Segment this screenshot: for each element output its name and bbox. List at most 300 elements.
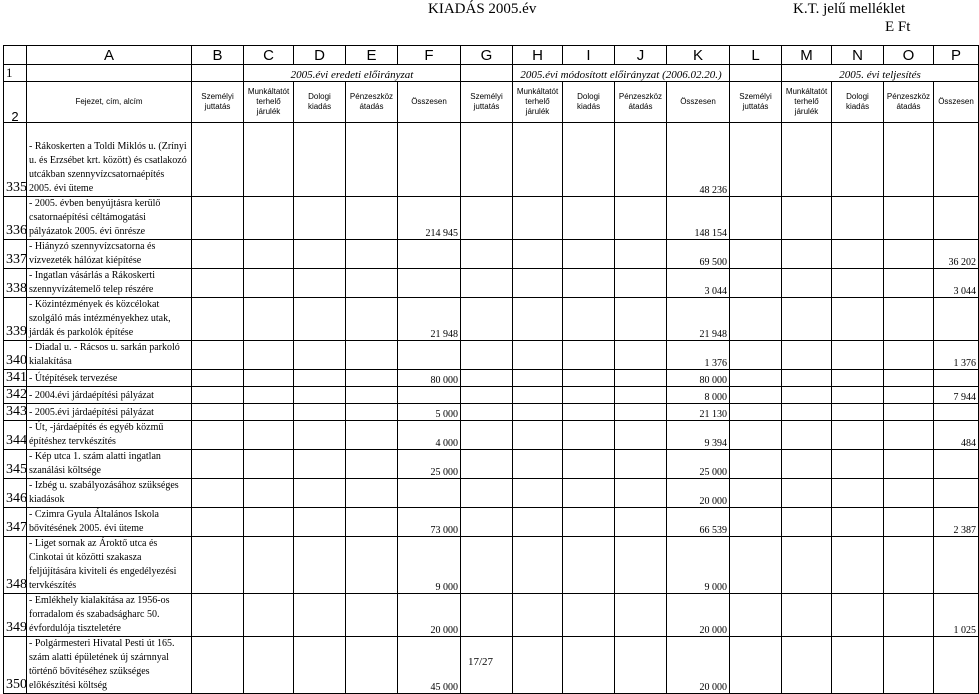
actual-total-cell (934, 479, 979, 508)
original-total-cell: 5 000 (398, 404, 461, 421)
actual-total-cell (934, 298, 979, 341)
empty-cell (884, 404, 934, 421)
empty-cell (782, 341, 832, 370)
empty-cell (346, 341, 398, 370)
row-number: 335 (4, 123, 27, 197)
empty-cell (884, 387, 934, 404)
empty-cell (346, 450, 398, 479)
row-number: 341 (4, 370, 27, 387)
modified-total-cell: 66 539 (667, 508, 730, 537)
empty-cell (192, 240, 244, 269)
row-description: - Izbég u. szabályozásához szükséges kiadások (27, 479, 192, 508)
table-row (4, 298, 979, 341)
row-description: - Liget sornak az Ároktő utca és Cinkotai út közötti szakasza feljújítására kiviteli és engedélyezési tervkészítés (27, 537, 192, 594)
original-total-cell: 4 000 (398, 421, 461, 450)
empty-cell (513, 479, 563, 508)
empty-cell (884, 197, 934, 240)
table-row (4, 123, 979, 197)
empty-cell (244, 269, 294, 298)
empty-cell (192, 404, 244, 421)
column-letter: E (346, 46, 398, 65)
header-cell: Munkáltatót terhelő járulék (513, 82, 563, 123)
empty-cell (615, 240, 667, 269)
original-total-cell: 25 000 (398, 450, 461, 479)
empty-cell (192, 537, 244, 594)
empty-cell (244, 197, 294, 240)
original-total-cell: 20 000 (398, 594, 461, 637)
empty-cell (294, 298, 346, 341)
empty-cell (294, 537, 346, 594)
empty-cell (832, 240, 884, 269)
row-description: - Emlékhely kialakítása az 1956-os forradalom és szabadságharc 50. évfordulója tiszteletére (27, 594, 192, 637)
original-total-cell (398, 269, 461, 298)
row-description: - Közintézmények és közcélokat szolgáló más intézményekhez utak, járdák és parkolók építése (27, 298, 192, 341)
empty-cell (782, 508, 832, 537)
header-cell: Dologi kiadás (832, 82, 884, 123)
empty-cell (346, 387, 398, 404)
row-description: - 2004.évi járdaépítési pályázat (27, 387, 192, 404)
empty-cell (461, 298, 513, 341)
original-total-cell (398, 341, 461, 370)
table-row (4, 341, 979, 370)
original-total-cell (398, 123, 461, 197)
original-total-cell: 214 945 (398, 197, 461, 240)
empty-cell (730, 594, 782, 637)
empty-cell (244, 240, 294, 269)
actual-total-cell: 2 387 (934, 508, 979, 537)
empty-cell (346, 197, 398, 240)
empty-cell (730, 65, 782, 82)
empty-cell (513, 370, 563, 387)
empty-cell (563, 370, 615, 387)
empty-cell (782, 404, 832, 421)
empty-cell (563, 479, 615, 508)
empty-cell (563, 594, 615, 637)
empty-cell (832, 508, 884, 537)
empty-cell (294, 404, 346, 421)
actual-total-cell: 484 (934, 421, 979, 450)
empty-cell (615, 404, 667, 421)
row-number: 343 (4, 404, 27, 421)
row-description: - Diadal u. - Rácsos u. sarkán parkoló kialakítása (27, 341, 192, 370)
empty-cell (884, 341, 934, 370)
empty-cell (832, 123, 884, 197)
modified-total-cell: 20 000 (667, 637, 730, 694)
empty-cell (244, 341, 294, 370)
column-letter: J (615, 46, 667, 65)
empty-cell (782, 298, 832, 341)
empty-cell (513, 298, 563, 341)
empty-cell (513, 404, 563, 421)
empty-cell (782, 637, 832, 694)
empty-cell (832, 479, 884, 508)
empty-cell (192, 269, 244, 298)
group-modified-budget: 2005.évi módosított előirányzat (2006.02.20.) (513, 65, 730, 82)
empty-cell (192, 594, 244, 637)
empty-cell (192, 508, 244, 537)
row-description: - Ingatlan vásárlás a Rákoskerti szennyvízátemelő telep részére (27, 269, 192, 298)
group-actual: 2005. évi teljesítés (782, 65, 979, 82)
empty-cell (782, 594, 832, 637)
header-desc: Fejezet, cím, alcím (27, 82, 192, 123)
row-description: - 2005. évben benyújtásra kerülő csatornaépítési céltámogatási pályázatok 2005. évi önrésze (27, 197, 192, 240)
empty-cell (294, 450, 346, 479)
original-total-cell: 21 948 (398, 298, 461, 341)
empty-cell (294, 240, 346, 269)
row-number: 338 (4, 269, 27, 298)
original-total-cell (398, 240, 461, 269)
row-description: - Hiányzó szennyvízcsatorna és vízvezeték hálózat kiépítése (27, 240, 192, 269)
empty-cell (782, 479, 832, 508)
empty-cell (832, 637, 884, 694)
row-description: - Kép utca 1. szám alatti ingatlan szanálási költsége (27, 450, 192, 479)
empty-cell (615, 370, 667, 387)
empty-cell (884, 508, 934, 537)
empty-cell (192, 341, 244, 370)
group-header-row (4, 65, 979, 82)
header-cell: Pénzeszköz átadás (346, 82, 398, 123)
empty-cell (832, 370, 884, 387)
empty-cell (782, 450, 832, 479)
empty-cell (346, 537, 398, 594)
empty-cell (513, 637, 563, 694)
empty-cell (513, 387, 563, 404)
empty-cell (832, 594, 884, 637)
empty-cell (884, 123, 934, 197)
column-letter: L (730, 46, 782, 65)
corner-cell (4, 46, 27, 65)
modified-total-cell: 9 394 (667, 421, 730, 450)
empty-cell (346, 404, 398, 421)
empty-cell (832, 298, 884, 341)
empty-cell (294, 594, 346, 637)
modified-total-cell: 8 000 (667, 387, 730, 404)
empty-cell (563, 240, 615, 269)
empty-cell (294, 387, 346, 404)
empty-cell (294, 269, 346, 298)
empty-cell (294, 508, 346, 537)
empty-cell (244, 370, 294, 387)
empty-cell (730, 341, 782, 370)
empty-cell (615, 123, 667, 197)
empty-cell (346, 123, 398, 197)
row-description: - Polgármesteri Hivatal Pesti út 165. szám alatti épületének új szárnnyal történő bővítéséhez szükséges előkészítési költség (27, 637, 192, 694)
row-description: - Út, -járdaépítés és egyéb közmű építéshez tervkészítés (27, 421, 192, 450)
empty-cell (884, 370, 934, 387)
empty-cell (244, 450, 294, 479)
column-letter: G (461, 46, 513, 65)
empty-cell (461, 421, 513, 450)
empty-cell (563, 508, 615, 537)
row-description: - Rákoskerten a Toldi Miklós u. (Zrínyi u. és Erzsébet krt. között) és csatlakozó utcákban szennyvízcsatornaépítés 2005. évi üteme (27, 123, 192, 197)
empty-cell (832, 197, 884, 240)
column-letter: P (934, 46, 979, 65)
empty-cell (346, 298, 398, 341)
empty-cell (563, 197, 615, 240)
header-cell: Összesen (667, 82, 730, 123)
empty-cell (832, 387, 884, 404)
empty-cell (782, 269, 832, 298)
empty-cell (563, 537, 615, 594)
column-letter: A (27, 46, 192, 65)
header-cell: Munkáltatót terhelő járulék (244, 82, 294, 123)
empty-cell (513, 508, 563, 537)
original-total-cell: 9 000 (398, 537, 461, 594)
empty-cell (615, 537, 667, 594)
empty-cell (563, 269, 615, 298)
empty-cell (832, 537, 884, 594)
empty-cell (884, 421, 934, 450)
row-number: 348 (4, 537, 27, 594)
empty-cell (730, 370, 782, 387)
empty-cell (346, 508, 398, 537)
empty-cell (782, 421, 832, 450)
empty-cell (192, 197, 244, 240)
empty-cell (346, 240, 398, 269)
empty-cell (346, 594, 398, 637)
empty-cell (730, 450, 782, 479)
header-cell: Személyi juttatás (730, 82, 782, 123)
empty-cell (615, 387, 667, 404)
row-number: 337 (4, 240, 27, 269)
row-number: 2 (4, 82, 27, 123)
empty-cell (294, 479, 346, 508)
modified-total-cell: 80 000 (667, 370, 730, 387)
empty-cell (563, 637, 615, 694)
row-number: 349 (4, 594, 27, 637)
row-number: 345 (4, 450, 27, 479)
unit-label: E Ft (885, 19, 911, 35)
original-total-cell (398, 387, 461, 404)
empty-cell (615, 421, 667, 450)
empty-cell (884, 637, 934, 694)
empty-cell (513, 197, 563, 240)
column-letter: I (563, 46, 615, 65)
empty-cell (27, 65, 192, 82)
modified-total-cell: 48 236 (667, 123, 730, 197)
column-header-row (4, 82, 979, 123)
empty-cell (730, 387, 782, 404)
empty-cell (294, 197, 346, 240)
actual-total-cell (934, 197, 979, 240)
table-row (4, 240, 979, 269)
header-cell: Személyi juttatás (461, 82, 513, 123)
empty-cell (461, 197, 513, 240)
page-header (0, 0, 960, 42)
empty-cell (244, 508, 294, 537)
column-letter: C (244, 46, 294, 65)
original-total-cell: 73 000 (398, 508, 461, 537)
empty-cell (563, 341, 615, 370)
header-cell: Összesen (398, 82, 461, 123)
actual-total-cell: 3 044 (934, 269, 979, 298)
empty-cell (461, 65, 513, 82)
empty-cell (346, 421, 398, 450)
empty-cell (192, 370, 244, 387)
empty-cell (461, 341, 513, 370)
original-total-cell: 45 000 (398, 637, 461, 694)
empty-cell (832, 269, 884, 298)
empty-cell (615, 637, 667, 694)
empty-cell (513, 537, 563, 594)
empty-cell (346, 479, 398, 508)
empty-cell (730, 479, 782, 508)
table-row (4, 594, 979, 637)
empty-cell (461, 479, 513, 508)
row-description: - Útépítések tervezése (27, 370, 192, 387)
empty-cell (730, 404, 782, 421)
modified-total-cell: 21 130 (667, 404, 730, 421)
column-letter: D (294, 46, 346, 65)
empty-cell (730, 508, 782, 537)
empty-cell (513, 450, 563, 479)
empty-cell (192, 637, 244, 694)
empty-cell (513, 123, 563, 197)
table-row (4, 479, 979, 508)
original-total-cell (398, 479, 461, 508)
actual-total-cell: 36 202 (934, 240, 979, 269)
empty-cell (294, 341, 346, 370)
empty-cell (730, 123, 782, 197)
modified-total-cell: 20 000 (667, 594, 730, 637)
header-cell: Összesen (934, 82, 979, 123)
empty-cell (615, 269, 667, 298)
actual-total-cell (934, 450, 979, 479)
empty-cell (244, 123, 294, 197)
empty-cell (730, 537, 782, 594)
actual-total-cell: 1 376 (934, 341, 979, 370)
table-row (4, 269, 979, 298)
page-number: 17/27 (468, 656, 494, 668)
row-number: 346 (4, 479, 27, 508)
empty-cell (346, 637, 398, 694)
actual-total-cell: 7 944 (934, 387, 979, 404)
actual-total-cell: 1 025 (934, 594, 979, 637)
modified-total-cell: 1 376 (667, 341, 730, 370)
row-number: 350 (4, 637, 27, 694)
empty-cell (513, 341, 563, 370)
modified-total-cell: 69 500 (667, 240, 730, 269)
empty-cell (461, 240, 513, 269)
row-number: 340 (4, 341, 27, 370)
empty-cell (730, 298, 782, 341)
modified-total-cell: 20 000 (667, 479, 730, 508)
header-cell: Dologi kiadás (563, 82, 615, 123)
empty-cell (244, 479, 294, 508)
table-row (4, 404, 979, 421)
empty-cell (730, 240, 782, 269)
column-letter-row (4, 46, 979, 65)
empty-cell (730, 637, 782, 694)
empty-cell (615, 594, 667, 637)
empty-cell (730, 269, 782, 298)
empty-cell (461, 537, 513, 594)
actual-total-cell (934, 370, 979, 387)
empty-cell (832, 450, 884, 479)
empty-cell (192, 123, 244, 197)
empty-cell (884, 298, 934, 341)
empty-cell (346, 269, 398, 298)
empty-cell (832, 404, 884, 421)
empty-cell (884, 269, 934, 298)
attachment-label: K.T. jelű melléklet (793, 1, 906, 17)
header-cell: Dologi kiadás (294, 82, 346, 123)
empty-cell (615, 197, 667, 240)
empty-cell (461, 370, 513, 387)
row-number: 336 (4, 197, 27, 240)
empty-cell (461, 508, 513, 537)
empty-cell (192, 65, 244, 82)
empty-cell (615, 341, 667, 370)
empty-cell (461, 404, 513, 421)
empty-cell (782, 537, 832, 594)
empty-cell (884, 594, 934, 637)
empty-cell (563, 298, 615, 341)
empty-cell (513, 594, 563, 637)
actual-total-cell (934, 404, 979, 421)
empty-cell (461, 123, 513, 197)
table-row (4, 370, 979, 387)
actual-total-cell (934, 123, 979, 197)
empty-cell (563, 387, 615, 404)
empty-cell (244, 637, 294, 694)
empty-cell (244, 404, 294, 421)
empty-cell (244, 421, 294, 450)
header-cell: Személyi juttatás (192, 82, 244, 123)
empty-cell (615, 479, 667, 508)
column-letter: M (782, 46, 832, 65)
actual-total-cell (934, 537, 979, 594)
empty-cell (244, 594, 294, 637)
empty-cell (884, 240, 934, 269)
empty-cell (563, 123, 615, 197)
budget-table (3, 45, 979, 694)
column-letter: N (832, 46, 884, 65)
modified-total-cell: 148 154 (667, 197, 730, 240)
empty-cell (782, 240, 832, 269)
empty-cell (294, 637, 346, 694)
empty-cell (244, 298, 294, 341)
column-letter: H (513, 46, 563, 65)
original-total-cell: 80 000 (398, 370, 461, 387)
row-description: - Czimra Gyula Általános Iskola bővítésének 2005. évi üteme (27, 508, 192, 537)
empty-cell (244, 387, 294, 404)
column-letter: F (398, 46, 461, 65)
row-number: 339 (4, 298, 27, 341)
empty-cell (192, 450, 244, 479)
group-original-budget: 2005.évi eredeti előirányzat (244, 65, 461, 82)
modified-total-cell: 9 000 (667, 537, 730, 594)
row-number: 347 (4, 508, 27, 537)
empty-cell (346, 370, 398, 387)
empty-cell (884, 537, 934, 594)
empty-cell (461, 594, 513, 637)
empty-cell (730, 421, 782, 450)
modified-total-cell: 25 000 (667, 450, 730, 479)
table-row (4, 450, 979, 479)
table-row (4, 421, 979, 450)
actual-total-cell (934, 637, 979, 694)
empty-cell (563, 421, 615, 450)
table-row (4, 508, 979, 537)
empty-cell (192, 479, 244, 508)
empty-cell (244, 537, 294, 594)
page-title: KIADÁS 2005.év (428, 1, 537, 17)
row-number: 344 (4, 421, 27, 450)
empty-cell (513, 240, 563, 269)
empty-cell (192, 421, 244, 450)
column-letter: O (884, 46, 934, 65)
